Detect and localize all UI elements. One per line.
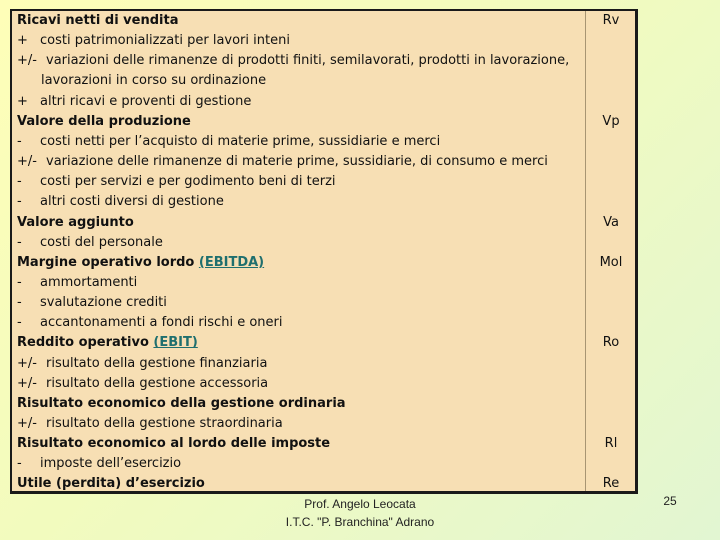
row-label: Margine operativo lordo (17, 254, 195, 270)
row-label: ammortamenti (40, 274, 138, 290)
row-sign: + (17, 93, 28, 109)
footer-author: Prof. Angelo Leocata (304, 497, 416, 511)
row-label: altri costi diversi di gestione (40, 194, 224, 210)
row-sign: +/- (17, 154, 37, 170)
row-sign: +/- (17, 53, 37, 69)
row-code: Va (603, 214, 619, 230)
page-number: 25 (663, 494, 677, 508)
row-label: imposte dell’esercizio (40, 456, 182, 472)
row-label: costi patrimonializzati per lavori inteni (40, 33, 290, 49)
income-statement-table (10, 9, 638, 494)
statement-row (17, 192, 224, 212)
row-label: variazione delle rimanenze di materie prime, sussidiarie, di consumo e merci (46, 154, 548, 170)
row-label: altri ricavi e proventi di gestione (40, 93, 252, 109)
row-label: accantonamenti a fondi rischi e oneri (40, 315, 283, 331)
row-code: Vp (602, 113, 620, 129)
column-divider (585, 11, 586, 491)
row-code: Rl (604, 436, 618, 452)
statement-row (17, 253, 264, 273)
row-code: Re (602, 476, 620, 492)
row-sign: +/- (17, 375, 37, 391)
row-label: risultato della gestione straordinaria (46, 416, 283, 431)
row-label: Valore della produzione (17, 113, 191, 129)
row-label: risultato della gestione finanziaria (46, 355, 268, 371)
row-sign: - (17, 456, 22, 472)
row-sign: - (17, 234, 22, 250)
row-label: variazioni delle rimanenze di prodotti finiti, semilavorati, prodotti in lavorazione, (46, 53, 570, 69)
row-sign: - (17, 315, 22, 331)
row-label: lavorazioni in corso su ordinazione (41, 73, 267, 89)
statement-row (17, 374, 268, 394)
row-sign: - (17, 274, 22, 290)
row-sign: - (17, 295, 22, 311)
statement-row (17, 414, 283, 434)
statement-row (17, 51, 569, 71)
statement-row (17, 354, 267, 374)
row-label: svalutazione crediti (40, 295, 167, 311)
statement-row (17, 434, 330, 454)
statement-row (17, 273, 137, 293)
statement-row (17, 293, 167, 313)
row-code: Ro (602, 335, 620, 351)
row-label: Ricavi netti di vendita (17, 13, 179, 28)
row-code: Mol (599, 254, 623, 270)
statement-row (17, 313, 282, 333)
statement-row (17, 92, 251, 112)
statement-row (17, 233, 163, 253)
footer-school: I.T.C. "P. Branchina" Adrano (285, 515, 435, 529)
row-label: Valore aggiunto (17, 214, 134, 230)
row-label: Risultato economico della gestione ordinaria (17, 395, 346, 411)
row-sign: - (17, 194, 22, 210)
statement-row (17, 172, 336, 192)
row-abbreviation[interactable]: (EBITDA) (198, 254, 265, 270)
row-sign: - (17, 174, 22, 190)
statement-row (17, 132, 440, 152)
row-code: Rv (602, 13, 620, 28)
row-abbreviation[interactable]: (EBIT) (153, 335, 198, 351)
statement-row (17, 454, 181, 474)
row-label: Reddito operativo (17, 335, 149, 351)
row-sign: + (17, 33, 28, 49)
statement-row (17, 71, 266, 91)
statement-row (17, 474, 205, 494)
row-label: costi netti per l’acquisto di materie prime, sussidiarie e merci (40, 133, 441, 149)
statement-row (17, 31, 290, 51)
statement-row (17, 112, 191, 132)
row-label: costi del personale (40, 234, 163, 250)
row-sign: +/- (17, 355, 37, 371)
row-label: risultato della gestione accessoria (46, 375, 269, 391)
statement-row (17, 213, 134, 233)
statement-row (17, 11, 178, 31)
row-sign: - (17, 133, 22, 149)
row-label: Utile (perdita) d’esercizio (17, 476, 205, 492)
row-sign: +/- (17, 416, 37, 431)
row-label: costi per servizi e per godimento beni di terzi (40, 174, 336, 190)
statement-row (17, 394, 346, 414)
statement-row (17, 333, 198, 353)
row-label: Risultato economico al lordo delle imposte (17, 436, 331, 452)
statement-row (17, 152, 548, 172)
